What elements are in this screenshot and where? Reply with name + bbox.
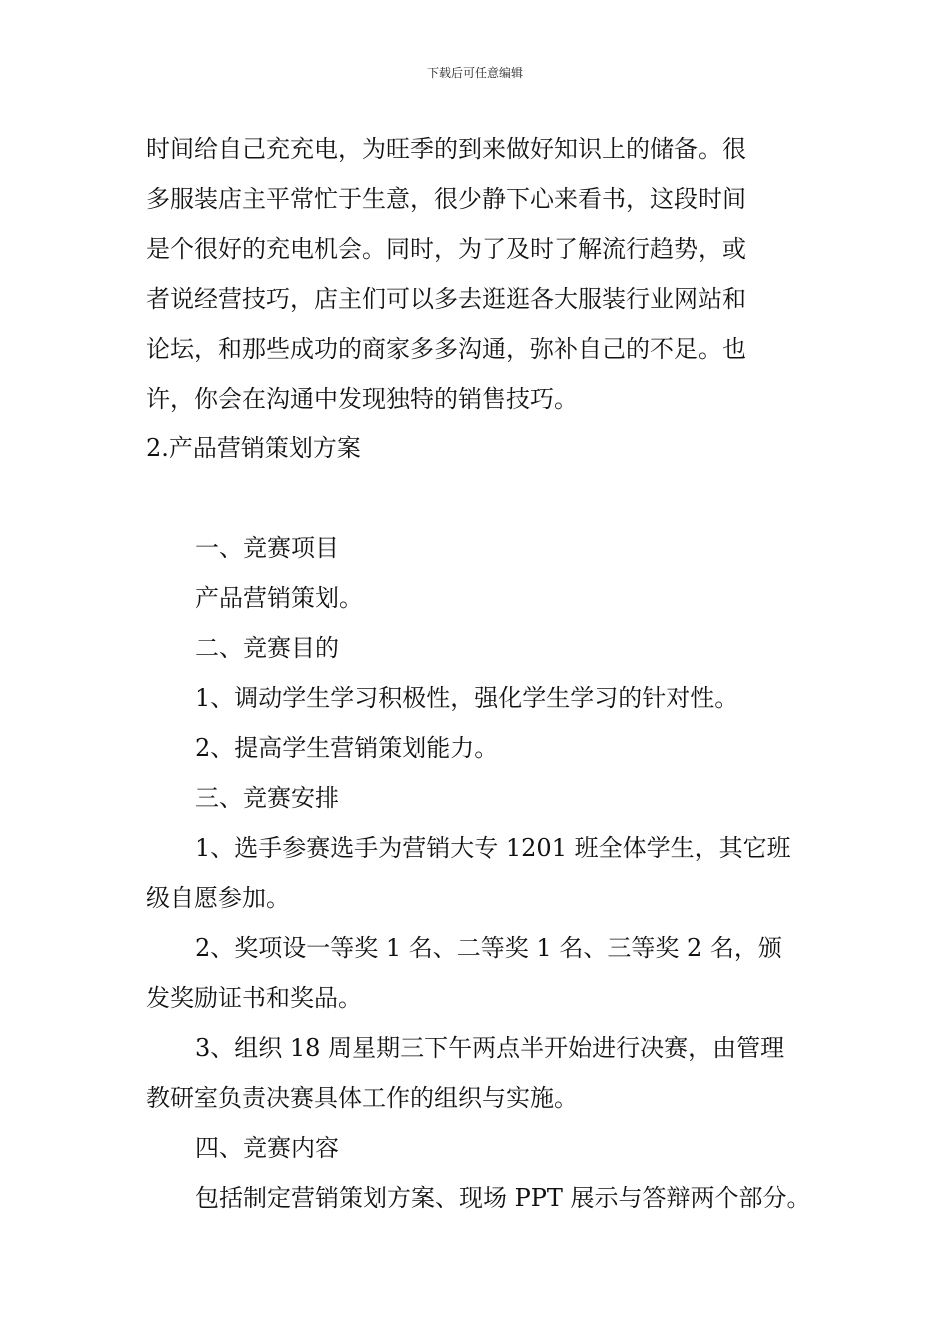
arrangement-item-2-cont: 发奖励证书和奖品。 (146, 984, 362, 1012)
competition-item-text: 产品营销策划。 (195, 584, 363, 612)
paragraph-line: 许，你会在沟通中发现独特的销售技巧。 (146, 385, 578, 413)
arrangement-item-2: 2、奖项设一等奖 1 名、二等奖 1 名、三等奖 2 名，颁 (195, 934, 782, 962)
arrangement-item-1: 1、选手参赛选手为营销大专 1201 班全体学生，其它班 (195, 834, 791, 862)
paragraph-line: 多服装店主平常忙于生意，很少静下心来看书，这段时间 (146, 185, 746, 213)
heading-competition-item: 一、竞赛项目 (195, 534, 339, 562)
paragraph-line: 时间给自己充充电，为旺季的到来做好知识上的储备。很 (146, 135, 746, 163)
heading-competition-content: 四、竞赛内容 (195, 1134, 339, 1162)
page-header: 下载后可任意编辑 (426, 66, 523, 80)
paragraph-line: 是个很好的充电机会。同时，为了及时了解流行趋势，或 (146, 235, 746, 263)
section-title: 2.产品营销策划方案 (146, 434, 361, 462)
purpose-item-1: 1、调动学生学习积极性，强化学生学习的针对性。 (195, 684, 739, 712)
heading-competition-purpose: 二、竞赛目的 (195, 634, 339, 662)
purpose-item-2: 2、提高学生营销策划能力。 (195, 734, 499, 762)
arrangement-item-3: 3、组织 18 周星期三下午两点半开始进行决赛，由管理 (195, 1034, 785, 1062)
paragraph-line: 者说经营技巧，店主们可以多去逛逛各大服装行业网站和 (146, 285, 746, 313)
paragraph-line: 论坛，和那些成功的商家多多沟通，弥补自己的不足。也 (146, 335, 746, 363)
content-text: 包括制定营销策划方案、现场 PPT 展示与答辩两个部分。 (195, 1184, 811, 1212)
arrangement-item-3-cont: 教研室负责决赛具体工作的组织与实施。 (146, 1084, 578, 1112)
arrangement-item-1-cont: 级自愿参加。 (146, 884, 290, 912)
heading-competition-arrangement: 三、竞赛安排 (195, 784, 339, 812)
